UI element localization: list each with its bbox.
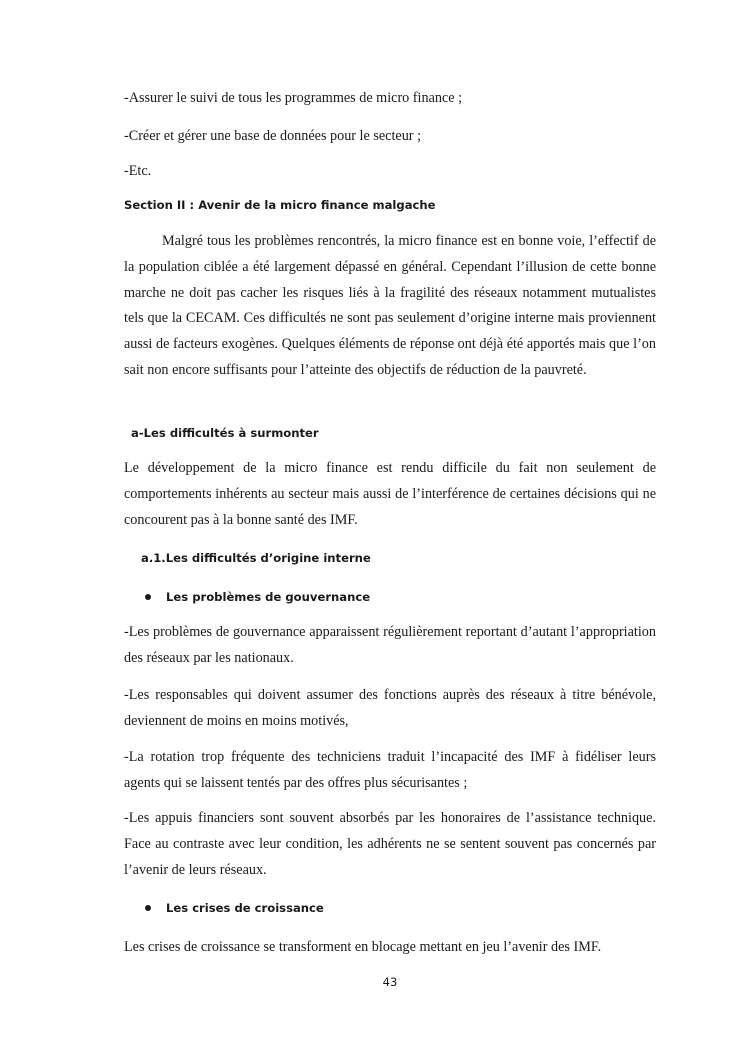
- governance-point: -Les appuis financiers sont souvent absorbés par les honoraires de l’assistance technique. Face au contraste avec leur condition, les adhérents ne se sentent souvent pas concernés par l’avenir de leurs réseaux.: [124, 810, 656, 878]
- page-number: 43: [382, 975, 398, 989]
- governance-point: -Les responsables qui doivent assumer des fonctions auprès des réseaux à titre bénévole, deviennent de moins en moins motivés,: [124, 687, 656, 729]
- bullet-icon: [145, 594, 151, 600]
- bullet-growth: [145, 900, 324, 916]
- list-item: -Etc.: [124, 163, 152, 179]
- governance-point: -Les problèmes de gouvernance apparaissent régulièrement reportant d’autant l’appropriation des réseaux par les nationaux.: [124, 624, 656, 666]
- subsection-heading-a: a-Les difficultés à surmonter: [131, 426, 319, 440]
- section-title: Section II : Avenir de la micro finance malgache: [124, 198, 436, 212]
- bullet-label: Les problèmes de gouvernance: [166, 590, 371, 604]
- list-item: -Assurer le suivi de tous les programmes de micro finance ;: [124, 90, 463, 106]
- growth-sentence: Les crises de croissance se transforment en blocage mettant en jeu l’avenir des IMF.: [124, 939, 602, 955]
- bullet-governance: [145, 589, 370, 605]
- paragraph-a: Le développement de la micro finance est rendu difficile du fait non seulement de comportements inhérents au secteur mais aussi de l’interférence de certaines décisions qui ne concourent pas à la bonne santé des IMF.: [124, 460, 656, 528]
- governance-point: -La rotation trop fréquente des techniciens traduit l’incapacité des IMF à fidéliser leurs agents qui se laissent tentés par des offres plus sécurisantes ;: [124, 749, 656, 791]
- intro-paragraph: Malgré tous les problèmes rencontrés, la micro finance est en bonne voie, l’effectif de la population ciblée a été largement dépassé en général. Cependant l’illusion de cette bonne marche ne doit pas cacher les risques liés à la fragilité des réseaux notamment mutualistes tels que la CECAM. Ces difficultés ne sont pas seulement d’origine interne mais proviennent aussi de facteurs exogènes. Quelques éléments de réponse ont déjà été apportés mais que l’on sait non encore suffisants pour l’atteinte des objectifs de réduction de la pauvreté.: [124, 233, 656, 378]
- bullet-icon: [145, 905, 151, 911]
- subsection-heading-a1: a.1.Les difficultés d’origine interne: [141, 551, 371, 565]
- list-item: -Créer et gérer une base de données pour le secteur ;: [124, 128, 422, 144]
- bullet-label: Les crises de croissance: [166, 901, 324, 915]
